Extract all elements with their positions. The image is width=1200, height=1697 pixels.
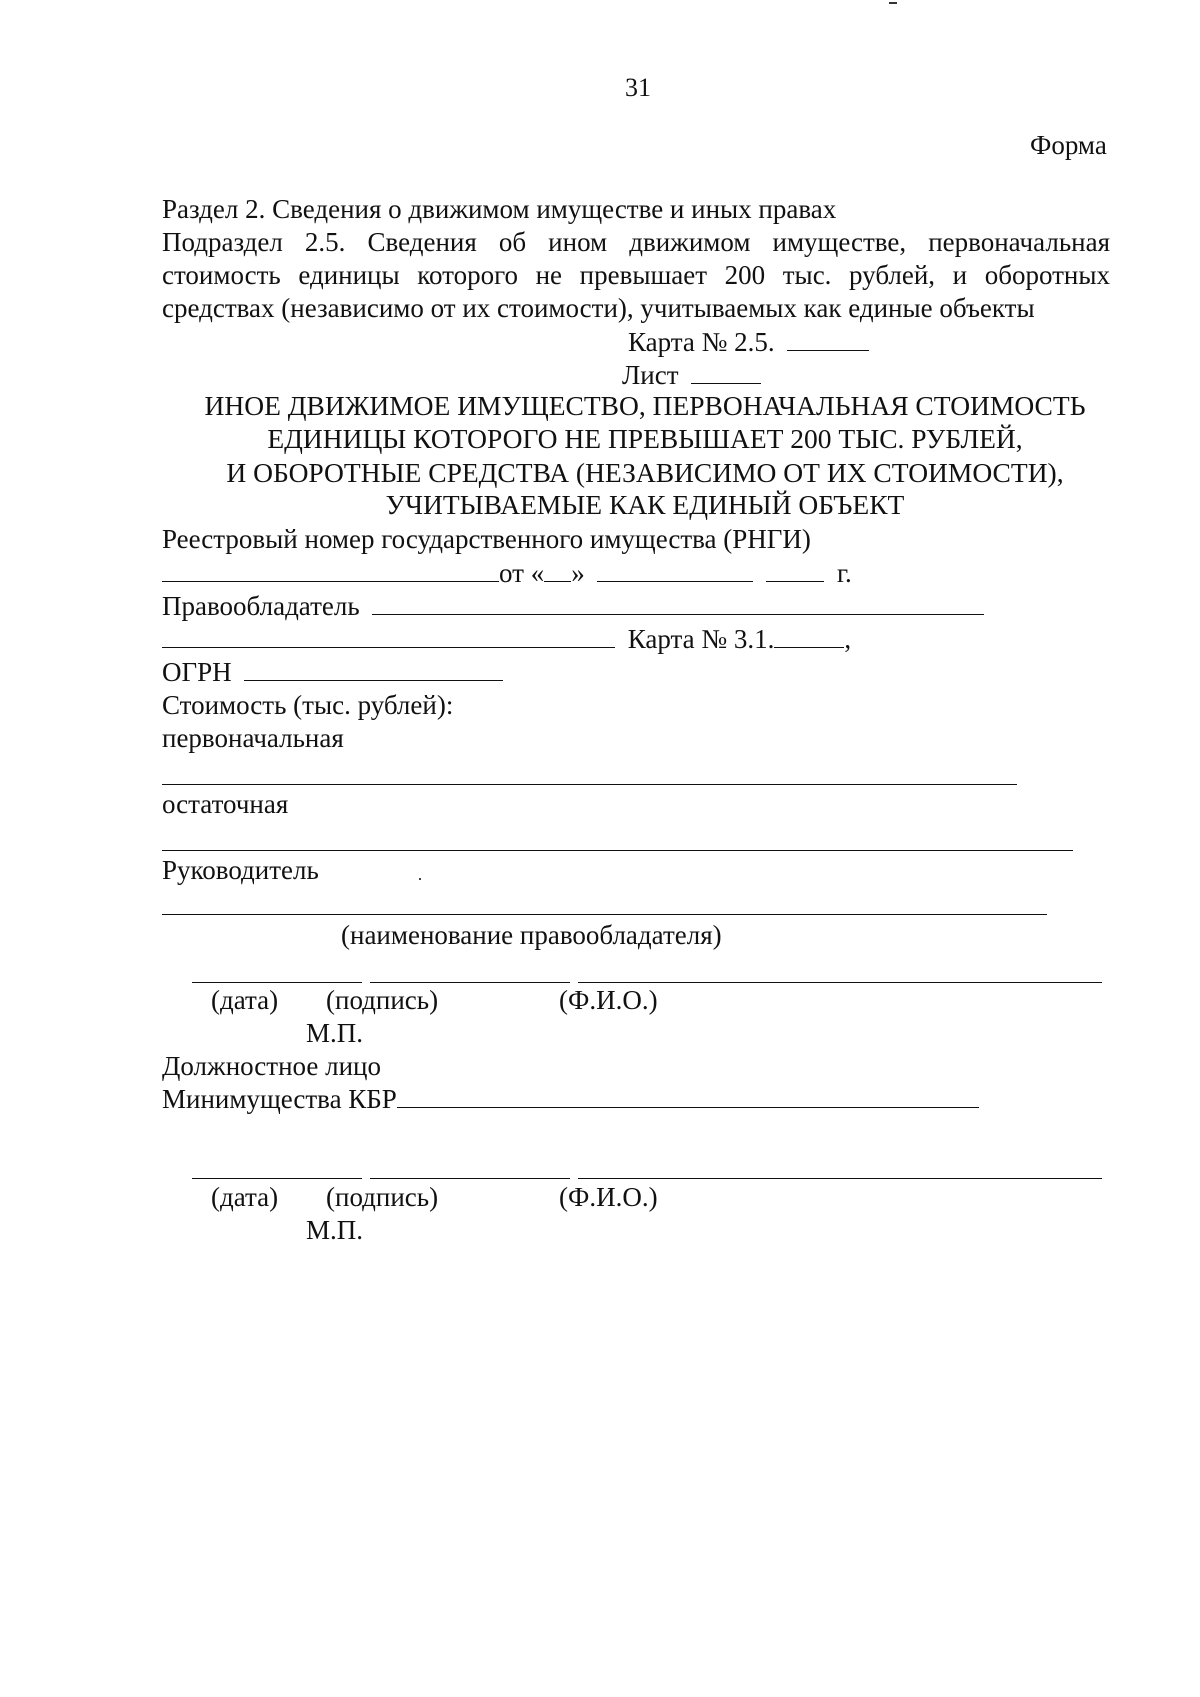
ogrn-row [162, 656, 503, 688]
official-line-1: Должностное лицо [162, 1051, 381, 1081]
title-line-4: УЧИТЫВАЕМЫЕ КАК ЕДИНЫЙ ОБЪЕКТ [385, 489, 905, 520]
head-label: Руководитель [162, 855, 319, 885]
sig1-signature-caption: (подпись) [326, 985, 439, 1015]
sig2-date-caption: (дата) [211, 1182, 279, 1212]
card-number-field[interactable] [787, 326, 869, 351]
page-number: 31 [625, 73, 651, 102]
residual-cost-label: остаточная [162, 789, 289, 819]
official-row [162, 1083, 979, 1115]
holder-name-field-2[interactable] [162, 623, 615, 648]
date-quote-close: » [571, 558, 585, 588]
ogrn-label: ОГРН [162, 657, 232, 687]
scan-artifact [889, 2, 897, 4]
subsection-line-2: стоимость единицы которого не превышает 200 тыс. рублей, и оборотных [162, 260, 1110, 290]
sig2-signature-line[interactable] [370, 1178, 570, 1179]
date-year-field[interactable] [766, 557, 824, 582]
holder-name-caption: (наименование правообладателя) [341, 920, 722, 950]
form-label: Форма [1030, 130, 1107, 160]
holder-name-signature-line[interactable] [162, 914, 1047, 915]
section-heading: Раздел 2. Сведения о движимом имуществе и иных правах [162, 194, 837, 224]
holder-row [162, 590, 984, 622]
holder-label: Правообладатель [162, 591, 360, 621]
sheet-row [622, 359, 761, 391]
subsection-line-3: средствах (независимо от их стоимости), учитываемых как единые объекты [162, 293, 1035, 323]
registry-row [162, 557, 852, 589]
holder-card-comma: , [844, 624, 852, 654]
date-month-field[interactable] [597, 557, 753, 582]
official-name-field[interactable] [397, 1083, 979, 1108]
official-line-2: Минимущества КБР [162, 1084, 397, 1114]
sig1-stamp: М.П. [306, 1018, 364, 1048]
scan-dot [419, 878, 421, 880]
registry-label: Реестровый номер государственного имущества (РНГИ) [162, 524, 811, 554]
card-number-row [628, 326, 869, 358]
title-line-2: ЕДИНИЦЫ КОТОРОГО НЕ ПРЕВЫШАЕТ 200 ТЫС. РУБЛЕЙ, [267, 423, 1023, 454]
date-from-label: от « [499, 558, 545, 588]
initial-cost-field[interactable] [162, 784, 1017, 785]
holder-card-number-field[interactable] [774, 623, 844, 648]
title-line-3: И ОБОРОТНЫЕ СРЕДСТВА (НЕЗАВИСИМО ОТ ИХ СТОИМОСТИ), [226, 457, 1064, 488]
sig2-name-line[interactable] [578, 1178, 1102, 1179]
holder-name-field[interactable] [372, 590, 984, 615]
sig1-signature-line[interactable] [370, 982, 570, 983]
year-suffix: г. [836, 558, 852, 588]
sig2-date-line[interactable] [192, 1178, 362, 1179]
sig1-name-caption: (Ф.И.О.) [559, 985, 658, 1015]
sig1-date-line[interactable] [192, 982, 362, 983]
ogrn-field[interactable] [244, 656, 503, 681]
holder-card-row [162, 623, 851, 655]
sig2-signature-caption: (подпись) [326, 1182, 439, 1212]
sig1-date-caption: (дата) [211, 985, 279, 1015]
registry-number-field[interactable] [162, 557, 499, 582]
residual-cost-field[interactable] [162, 850, 1073, 851]
sheet-label: Лист [622, 360, 679, 390]
initial-cost-label: первоначальная [162, 723, 344, 753]
title-line-1: ИНОЕ ДВИЖИМОЕ ИМУЩЕСТВО, ПЕРВОНАЧАЛЬНАЯ СТОИМОСТЬ [204, 390, 1086, 421]
cost-label: Стоимость (тыс. рублей): [162, 690, 454, 720]
card-label: Карта № 2.5. [628, 327, 775, 357]
holder-card-label: Карта № 3.1. [627, 624, 775, 654]
sig1-name-line[interactable] [578, 982, 1102, 983]
date-day-field[interactable] [544, 557, 571, 582]
sig2-name-caption: (Ф.И.О.) [559, 1182, 658, 1212]
sheet-number-field[interactable] [691, 359, 761, 384]
subsection-line-1: Подраздел 2.5. Сведения об ином движимом имуществе, первоначальная [162, 227, 1110, 257]
sig2-stamp: М.П. [306, 1215, 364, 1245]
